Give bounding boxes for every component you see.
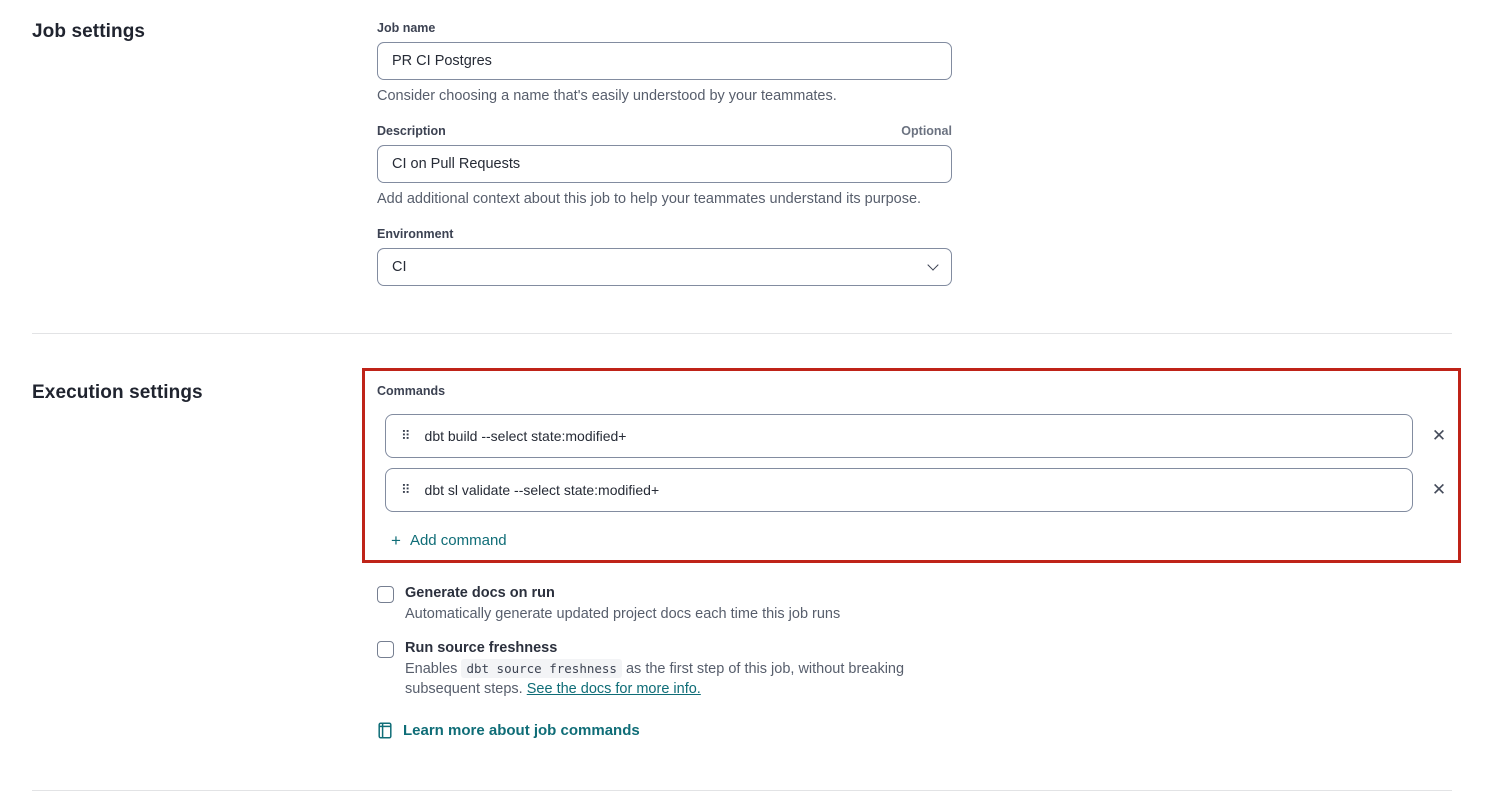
plus-icon: + xyxy=(391,531,401,550)
freshness-help-after: as the first step of this job, without breaking subsequent steps. xyxy=(405,661,905,697)
description-label: Description xyxy=(377,124,446,138)
run-source-freshness-help xyxy=(405,659,945,699)
section-divider xyxy=(32,333,1452,334)
close-icon: ✕ xyxy=(1431,425,1447,446)
job-name-input[interactable] xyxy=(377,42,952,80)
remove-command-button[interactable] xyxy=(1426,477,1452,503)
job-name-field xyxy=(377,21,952,104)
job-name-help: Consider choosing a name that's easily understood by your teammates. xyxy=(377,88,837,104)
command-row xyxy=(385,414,1458,458)
drag-handle-icon[interactable]: ⠿ xyxy=(401,482,411,498)
job-settings-form xyxy=(377,21,952,306)
see-docs-link[interactable]: See the docs for more info. xyxy=(526,681,701,697)
chevron-down-icon xyxy=(927,259,938,270)
generate-docs-help: Automatically generate updated project docs each time this job runs xyxy=(405,606,841,622)
generate-docs-row xyxy=(377,585,977,624)
run-source-freshness-row xyxy=(377,640,977,699)
page-bottom-divider xyxy=(32,790,1452,791)
command-row xyxy=(385,468,1458,512)
freshness-code-snippet: dbt source freshness xyxy=(461,659,622,678)
commands-label: Commands xyxy=(377,384,446,398)
generate-docs-label: Generate docs on run xyxy=(405,585,555,601)
run-source-freshness-label: Run source freshness xyxy=(405,640,558,656)
job-name-label: Job name xyxy=(377,21,436,35)
command-input[interactable] xyxy=(385,468,1413,512)
environment-select[interactable] xyxy=(377,248,952,286)
description-optional-badge: Optional xyxy=(901,124,952,138)
close-icon: ✕ xyxy=(1431,479,1447,500)
description-help: Add additional context about this job to help your teammates understand its purpose. xyxy=(377,191,922,207)
command-input[interactable] xyxy=(385,414,1413,458)
drag-handle-icon[interactable]: ⠿ xyxy=(401,428,411,444)
environment-label: Environment xyxy=(377,227,454,241)
remove-command-button[interactable] xyxy=(1426,423,1452,449)
execution-options xyxy=(377,585,977,699)
commands-annotation-box xyxy=(362,368,1461,563)
execution-settings-heading: Execution settings xyxy=(32,382,203,403)
run-source-freshness-checkbox[interactable] xyxy=(377,641,394,658)
learn-more-label: Learn more about job commands xyxy=(403,722,640,739)
command-list xyxy=(377,414,1458,512)
description-field xyxy=(377,124,952,207)
command-text: dbt sl validate --select state:modified+ xyxy=(424,482,660,498)
freshness-help-before: Enables xyxy=(405,661,462,677)
book-icon xyxy=(377,722,393,739)
job-settings-heading: Job settings xyxy=(32,21,146,42)
add-command-button[interactable] xyxy=(391,532,507,549)
environment-selected-value: CI xyxy=(392,259,407,275)
command-text: dbt build --select state:modified+ xyxy=(424,428,627,444)
environment-field xyxy=(377,227,952,286)
learn-more-link[interactable] xyxy=(377,722,640,739)
add-command-label: Add command xyxy=(409,532,507,549)
generate-docs-checkbox[interactable] xyxy=(377,586,394,603)
description-input[interactable] xyxy=(377,145,952,183)
